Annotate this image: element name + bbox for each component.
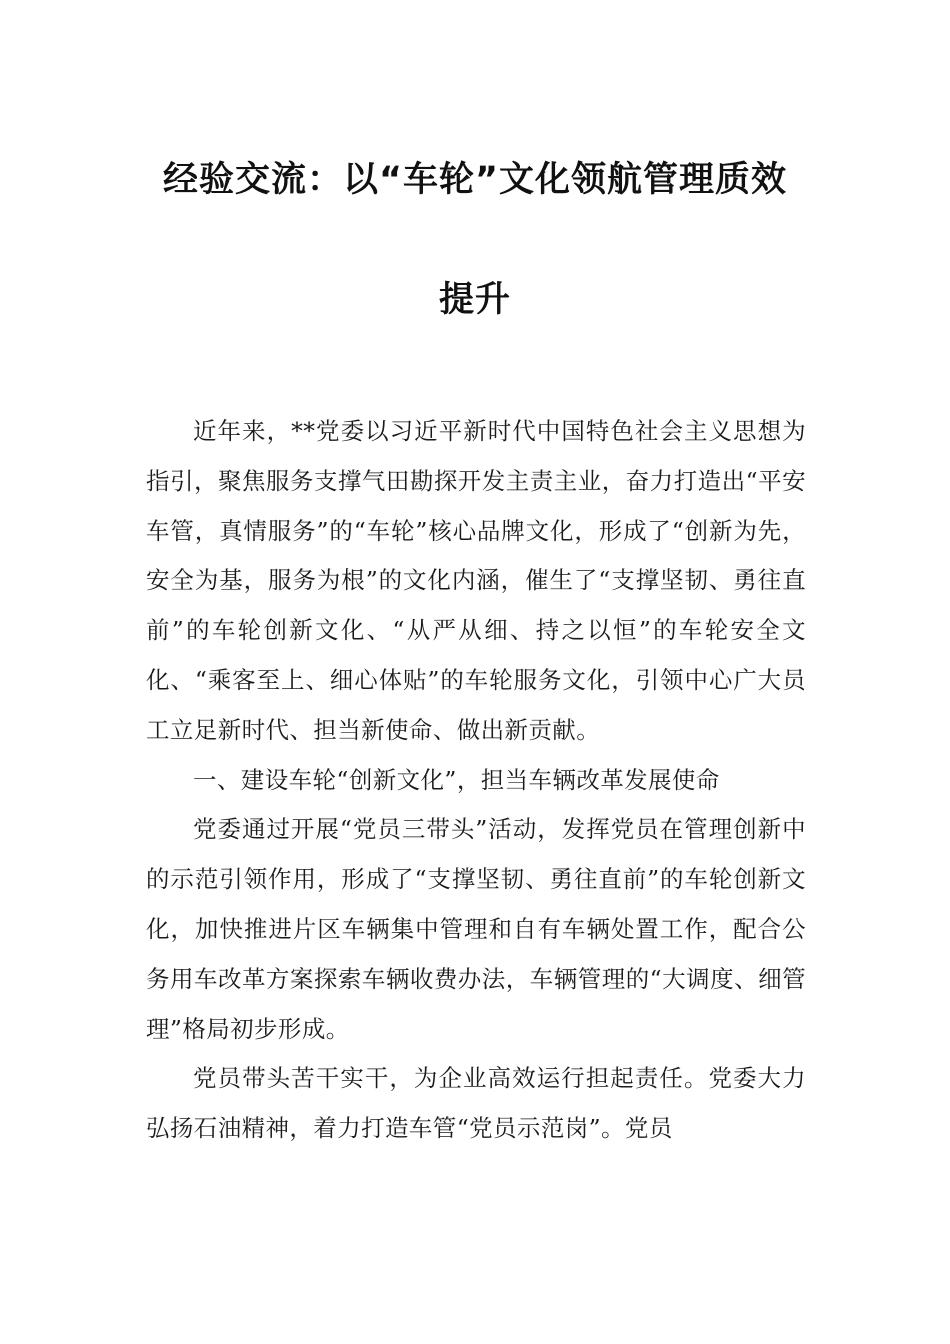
section-heading-1: 一、建设车轮“创新文化”，担当车辆改革发展使命 <box>193 765 720 794</box>
paragraph-party-members: 党员带头苦干实干，为企业高效运行担起责任。党委大力弘扬石油精神，着力打造车管“党员示范岗”。党员 <box>146 1064 806 1143</box>
document-body <box>146 407 806 1154</box>
document-title-line-2: 提升 <box>438 280 511 320</box>
document-title-line-1: 经验交流：以“车轮”文化领航管理质效 <box>162 160 787 200</box>
paragraph-section-1: 党委通过开展“党员三带头”活动，发挥党员在管理创新中的示范引领作用，形成了“支撑坚韧、勇往直前”的车轮创新文化，加快推进片区车辆集中管理和自有车辆处置工作，配合公务用车改革方案探索车辆收费办法，车辆管理的“大调度、细管理”格局初步形成。 <box>146 815 806 1043</box>
paragraph-intro: 近年来，**党委以习近平新时代中国特色社会主义思想为指引，聚焦服务支撑气田勘探开发主责主业，奋力打造出“平安车管，真情服务”的“车轮”核心品牌文化，形成了“创新为先，安全为基，服务为根”的文化内涵，催生了“支撑坚韧、勇往直前”的车轮创新文化、“从严从细、持之以恒”的车轮安全文化、“乘客至上、细心体贴”的车轮服务文化，引领中心广大员工立足新时代、担当新使命、做出新贡献。 <box>146 417 806 744</box>
